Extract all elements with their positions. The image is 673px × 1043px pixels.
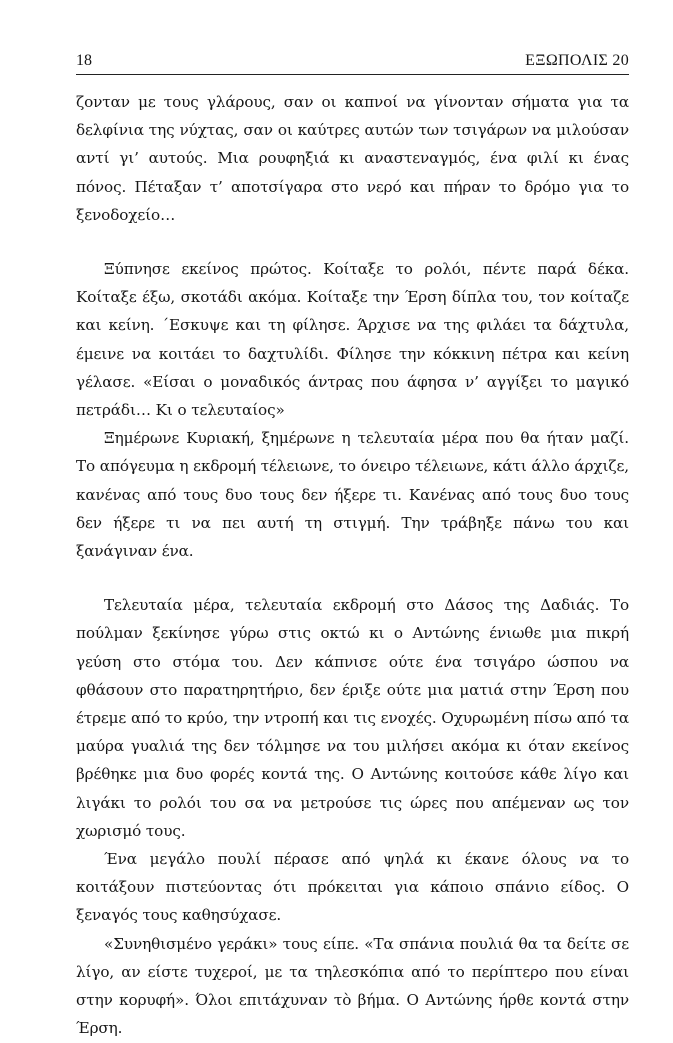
body-text [76, 88, 629, 1043]
page-header [76, 50, 629, 75]
paragraph: Ξημέρωνε Κυριακή, ξημέρωνε η τελευταία μέρα που θα ήταν μαζί. Το απόγευμα η εκδρομή τέλειωνε, το όνειρο τέλειωνε, κάτι άλλο άρχιζε, κανένας από τους δυο τους δεν ήξερε τι. Κανένας από τους δυο τους δεν ήξερε τι να πει αυτή τη στιγμή. Την τράβηξε πάνω του και ξανάγιναν ένα. [76, 429, 629, 561]
running-head: ΕΞΩΠΟΛΙΣ 20 [525, 52, 629, 69]
paragraph: Τελευταία μέρα, τελευταία εκδρομή στο Δάσος της Δαδιάς. Το πούλμαν ξεκίνησε γύρω στις οκτώ κι ο Αντώνης ένιωθε μια πικρή γεύση στο στόμα του. Δεν κάπνισε ούτε ένα τσιγάρο ώσπου να φθάσουν στο παρατηρητήριο, δεν έριξε ούτε μια ματιά στην Έρση που έτρεμε από το κρύο, την ντροπή και τις ενοχές. Οχυρωμένη πίσω από τα μαύρα γυαλιά της δεν τόλμησε να του μιλήσει ακόμα κι όταν εκείνος βρέθηκε μια δυο φορές κοντά της. Ο Αντώνης κοιτούσε κάθε λίγο και λιγάκι το ρολόι του σα να μετρούσε τις ώρες που απέμεναν ως τον χωρισμό τους. [76, 596, 629, 840]
page-number: 18 [76, 52, 92, 69]
paragraph-continuation: ζονταν με τους γλάρους, σαν οι καπνοί να γίνονταν σήματα για τα δελφίνια της νύχτας, σαν οι καύτρες αυτών των τσιγάρων να μιλούσαν αντί γι’ αυτούς. Μια ρουφηξιά κι αναστεναγμός, ένα φιλί κι ένας πόνος. Πέταξαν τ’ αποτσίγαρα στο νερό και πήραν το δρόμο για το ξενοδοχείο… [76, 93, 629, 224]
paragraph: Ένα μεγάλο πουλί πέρασε από ψηλά κι έκανε όλους να το κοιτάξουν πιστεύοντας ότι πρόκειται για κάποιο σπάνιο είδος. Ο ξεναγός τους καθησύχασε. [76, 850, 629, 925]
paragraph: «Συνηθισμένο γεράκι» τους είπε. «Τα σπάνια πουλιά θα τα δείτε σε λίγο, αν είστε τυχεροί, με τα τηλεσκόπια από το περίπτερο που είναι στην κορυφή». Όλοι επιτάχυναν τὸ βήμα. Ο Αντώνης ήρθε κοντά στην Έρση. [76, 934, 629, 1038]
paragraph: Ξύπνησε εκείνος πρώτος. Κοίταξε το ρολόι, πέντε παρά δέκα. Κοίταξε έξω, σκοτάδι ακόμα. Κοίταξε την Έρση δίπλα του, τον κοίταζε και κείνη. ΄Εσκυψε και τη φίλησε. Άρχισε να της φιλάει τα δάχτυλα, έμεινε να κοιτάει το δαχτυλίδι. Φίλησε την κόκκινη πέτρα και κείνη γέλασε. «Είσαι ο μοναδικός άντρας που άφησα ν’ αγγίξει το μαγικό πετράδι… Κι ο τελευταίος» [76, 260, 629, 420]
